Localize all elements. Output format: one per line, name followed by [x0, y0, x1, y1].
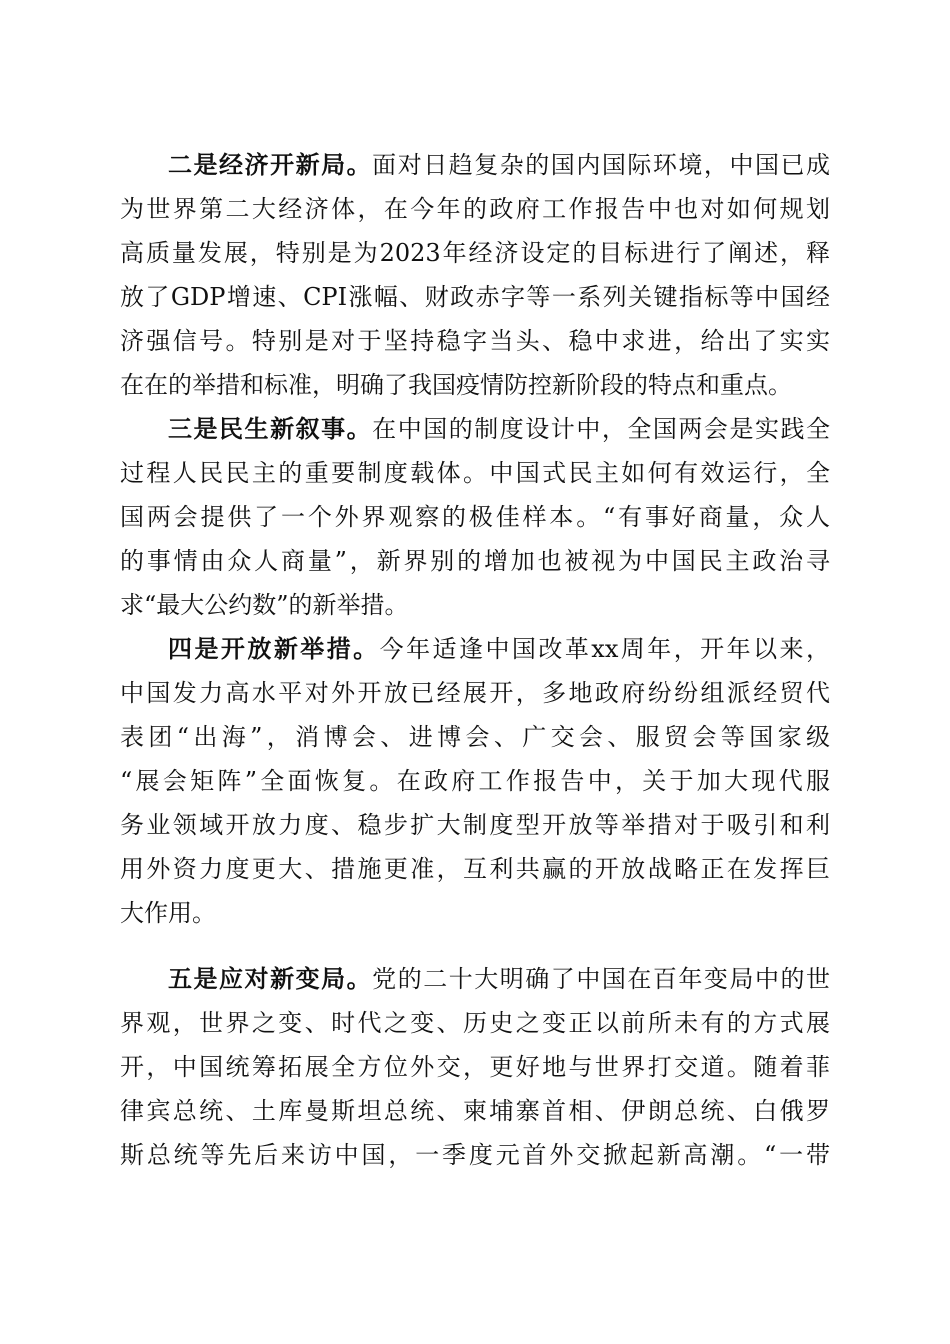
paragraph [120, 407, 830, 627]
text-line [120, 231, 830, 275]
line-text: 济强信号。特别是对于坚持稳字当头、稳中求进，给出了实实 [120, 327, 830, 355]
text-line [120, 715, 830, 759]
paragraph [120, 627, 830, 935]
text-line [120, 495, 830, 539]
line-text: 界观，世界之变、时代之变、历史之变正以前所未有的方式展 [120, 1009, 830, 1037]
text-line [120, 319, 830, 363]
line-text: 表团“出海”，消博会、进博会、广交会、服贸会等国家级 [120, 723, 830, 751]
line-text: “展会矩阵”全面恢复。在政府工作报告中，关于加大现代服 [120, 767, 830, 795]
text-line [120, 1089, 830, 1133]
line-text: 用外资力度更大、措施更准，互利共赢的开放战略正在发挥巨 [120, 855, 830, 883]
text-line [120, 1045, 830, 1089]
line-text: 放了GDP增速、CPI涨幅、财政赤字等一系列关键指标等中国经 [120, 283, 830, 311]
line-text: 高质量发展，特别是为2023年经济设定的目标进行了阐述，释 [120, 239, 830, 267]
text-line [120, 583, 830, 627]
paragraph-heading: 三是民生新叙事。 [168, 414, 373, 443]
line-text: 大作用。 [120, 899, 216, 927]
text-line [120, 407, 830, 451]
text-line [120, 187, 830, 231]
text-line [120, 1001, 830, 1045]
line-text: 斯总统等先后来访中国，一季度元首外交掀起新高潮。“一带 [120, 1141, 830, 1169]
line-text: 律宾总统、土库曼斯坦总统、柬埔寨首相、伊朗总统、白俄罗 [120, 1097, 830, 1125]
text-line [120, 957, 830, 1001]
line-text: 过程人民民主的重要制度载体。中国式民主如何有效运行，全 [120, 459, 830, 487]
paragraph [120, 957, 830, 1177]
text-line [120, 891, 830, 935]
line-text: 在中国的制度设计中，全国两会是实践全 [372, 415, 831, 443]
text-line [120, 759, 830, 803]
line-text: 开，中国统筹拓展全方位外交，更好地与世界打交道。随着菲 [120, 1053, 830, 1081]
text-line [120, 363, 830, 407]
line-text: 求“最大公约数”的新举措。 [120, 591, 409, 619]
paragraph [120, 143, 830, 407]
line-text: 中国发力高水平对外开放已经展开，多地政府纷纷组派经贸代 [120, 679, 830, 707]
line-text: 国两会提供了一个外界观察的极佳样本。“有事好商量，众人 [120, 503, 830, 531]
document-page [120, 143, 830, 1177]
text-line [120, 143, 830, 187]
paragraph-heading: 二是经济开新局。 [168, 150, 373, 179]
text-line [120, 539, 830, 583]
line-text: 在在的举措和标准，明确了我国疫情防控新阶段的特点和重点。 [120, 371, 792, 399]
paragraph-heading: 五是应对新变局。 [168, 964, 373, 993]
line-text: 党的二十大明确了中国在百年变局中的世 [372, 965, 831, 993]
text-line [120, 803, 830, 847]
line-text: 的事情由众人商量”，新界别的增加也被视为中国民主政治寻 [120, 547, 830, 575]
text-line [120, 847, 830, 891]
text-line [120, 275, 830, 319]
text-line [120, 627, 830, 671]
text-line [120, 671, 830, 715]
text-line [120, 1133, 830, 1177]
line-text: 面对日趋复杂的国内国际环境，中国已成 [372, 151, 831, 179]
line-text: 为世界第二大经济体，在今年的政府工作报告中也对如何规划 [120, 195, 830, 223]
text-line [120, 451, 830, 495]
paragraph-heading: 四是开放新举措。 [168, 634, 380, 663]
line-text: 今年适逢中国改革xx周年，开年以来， [379, 635, 830, 663]
line-text: 务业领域开放力度、稳步扩大制度型开放等举措对于吸引和利 [120, 811, 830, 839]
